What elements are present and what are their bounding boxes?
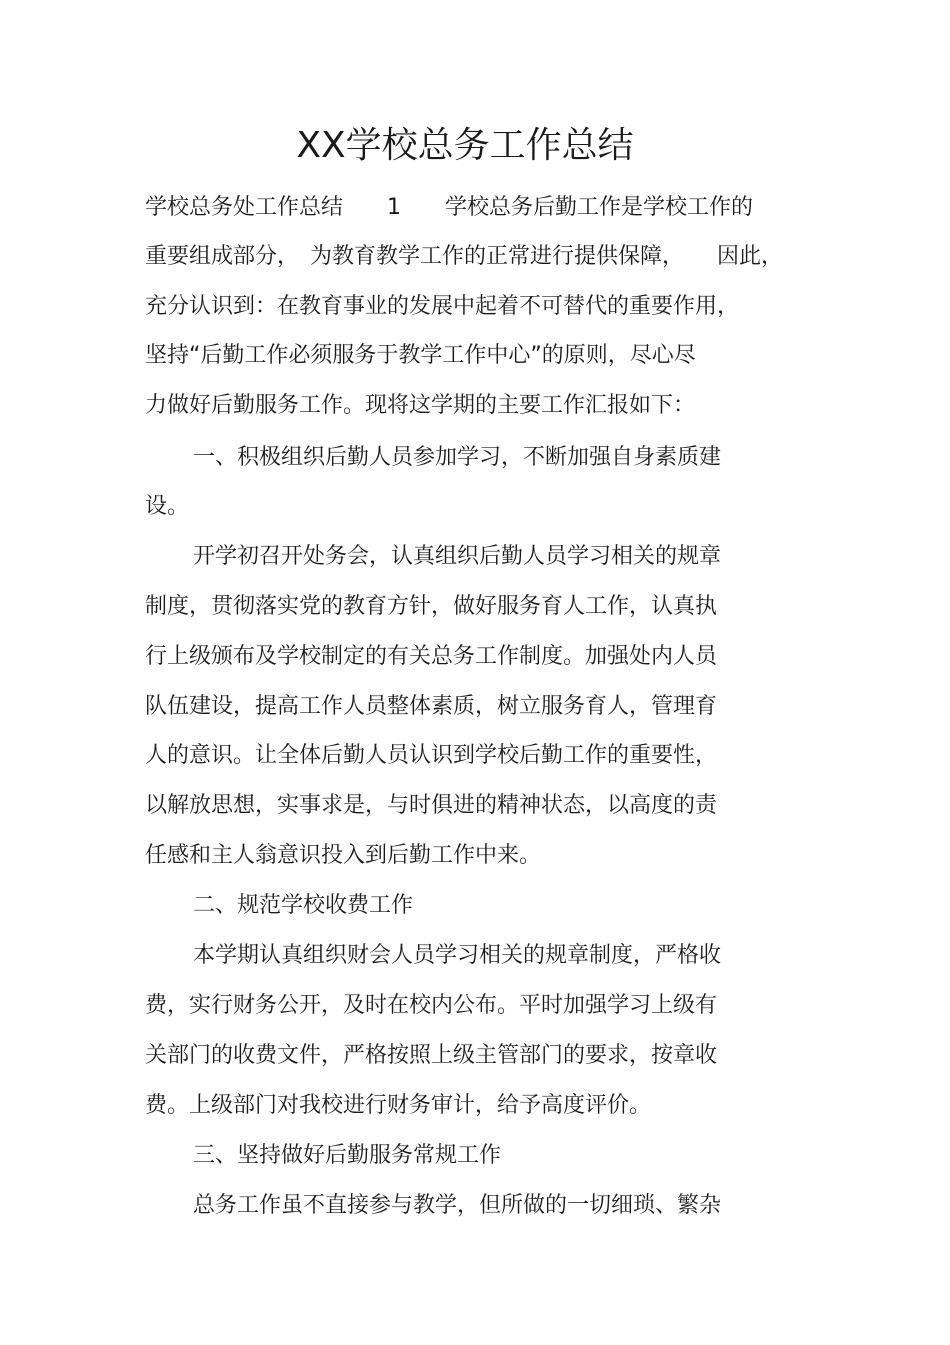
paragraph-line: 充分认识到：在教育事业的发展中起着不可替代的重要作用，: [145, 294, 740, 319]
paragraph-line: 费。上级部门对我校进行财务审计，给予高度评价。: [145, 1093, 652, 1118]
paragraph-line: 学校总务处工作总结 1 学校总务后勤工作是学校工作的: [145, 195, 753, 220]
paragraph-line: 坚持“后勤工作必须服务于教学工作中心”的原则，尽心尽: [145, 343, 696, 368]
paragraph-line: 设。: [145, 494, 190, 519]
paragraph-line: 开学初召开处务会，认真组织后勤人员学习相关的规章: [193, 544, 722, 569]
paragraph-line: 人的意识。让全体后勤人员认识到学校后勤工作的重要性，: [145, 743, 718, 768]
paragraph-line: 力做好后勤服务工作。现将这学期的主要工作汇报如下：: [145, 393, 696, 418]
section-heading: 三、坚持做好后勤服务常规工作: [193, 1143, 502, 1168]
paragraph-line: 总务工作虽不直接参与教学，但所做的一切细琐、繁杂: [193, 1193, 722, 1218]
document-title: XX学校总务工作总结: [296, 125, 634, 166]
paragraph-line: 行上级颁布及学校制定的有关总务工作制度。加强处内人员: [145, 644, 718, 669]
section-heading: 一、积极组织后勤人员参加学习，不断加强自身素质建: [193, 445, 722, 470]
paragraph-line: 队伍建设，提高工作人员整体素质，树立服务育人，管理育: [145, 694, 718, 719]
paragraph-line: 以解放思想，实事求是，与时俱进的精神状态，以高度的责: [145, 793, 718, 818]
paragraph-line: 任感和主人翁意识投入到后勤工作中来。: [145, 843, 542, 868]
paragraph-line: 关部门的收费文件，严格按照上级主管部门的要求，按章收: [145, 1043, 718, 1068]
paragraph-line: 本学期认真组织财会人员学习相关的规章制度，严格收: [193, 943, 722, 968]
paragraph-line: 重要组成部分， 为教育教学工作的正常进行提供保障， 因此，: [145, 244, 784, 269]
paragraph-line: 费，实行财务公开，及时在校内公布。平时加强学习上级有: [145, 993, 718, 1018]
paragraph-line: 制度，贯彻落实党的教育方针，做好服务育人工作，认真执: [145, 594, 718, 619]
section-heading: 二、规范学校收费工作: [193, 893, 414, 918]
